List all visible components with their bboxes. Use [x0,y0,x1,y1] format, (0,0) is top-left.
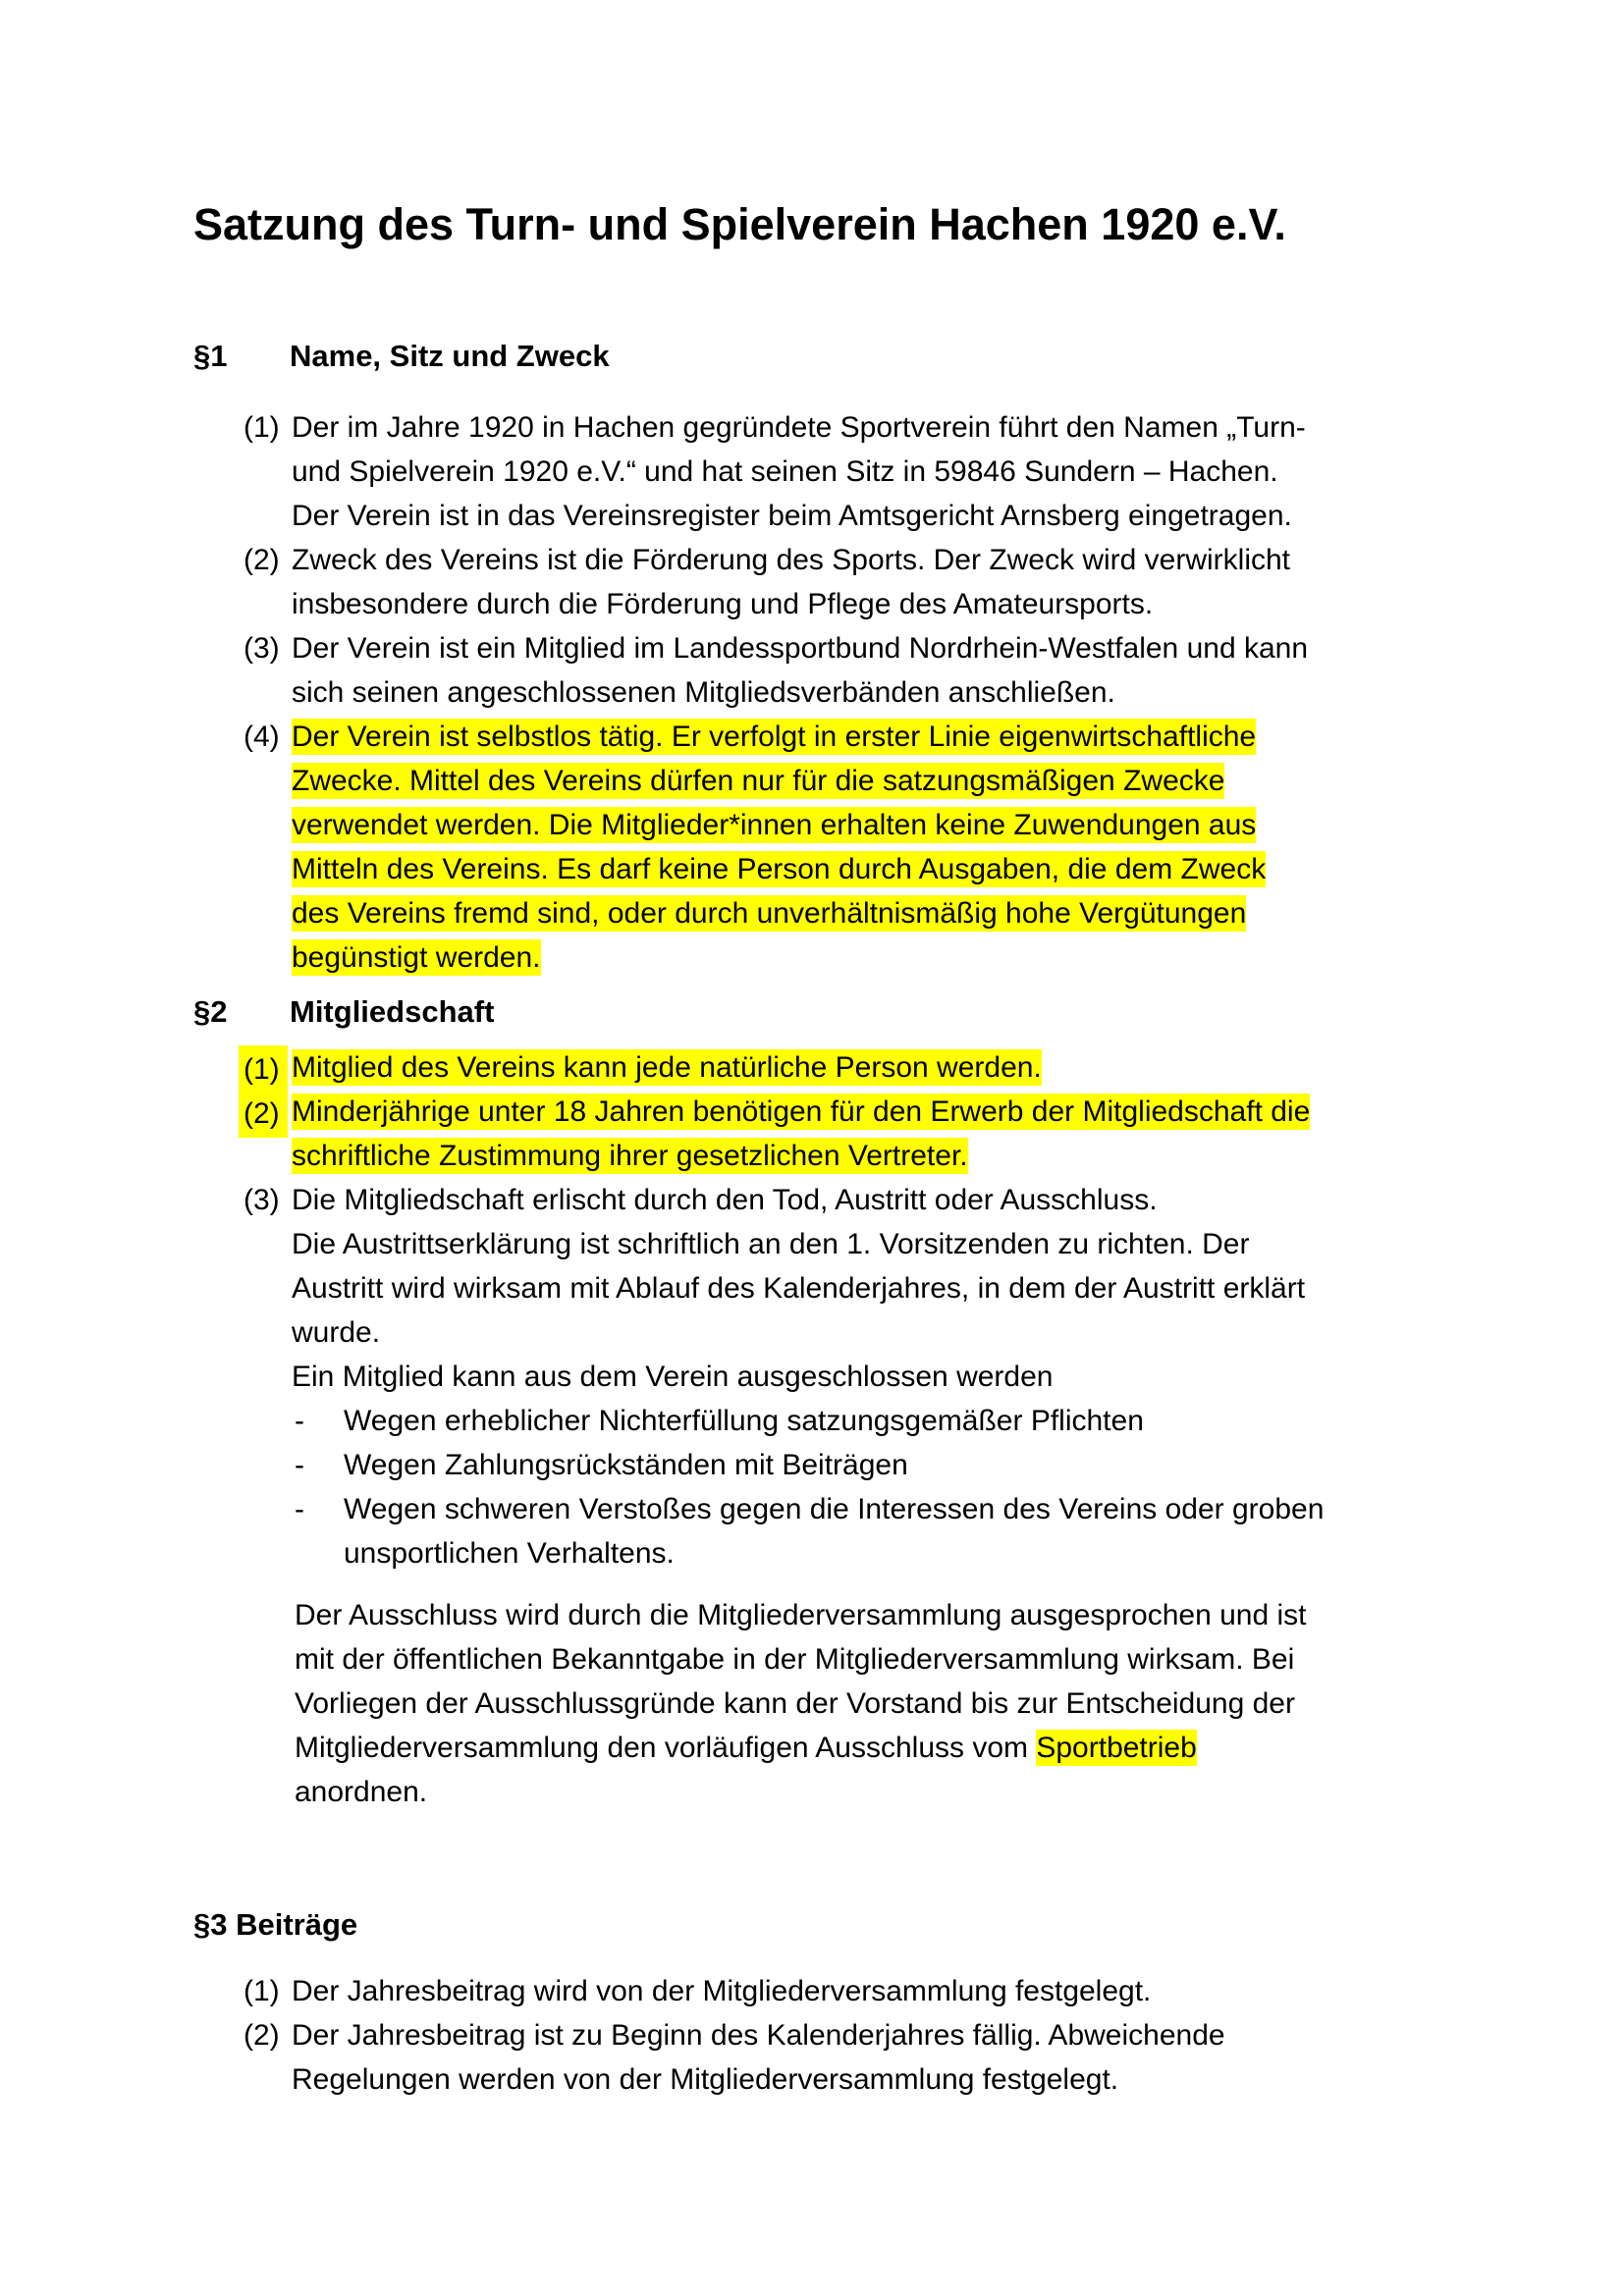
text-segment: sich seinen angeschlossenen Mitgliedsverbänden anschließen. [292,676,1115,709]
text-segment: Wegen schweren Verstoßes gegen die Interessen des Vereins oder groben [344,1493,1325,1525]
clause [193,626,1467,715]
text-line [292,626,1467,670]
highlighted-text: Zwecke. Mittel des Vereins dürfen nur für die satzungsmäßigen Zwecke [292,765,1225,797]
text-line [292,803,1467,847]
section-title: Name, Sitz und Zweck [290,339,610,373]
text-segment: Wegen Zahlungsrückständen mit Beiträgen [344,1449,908,1481]
text-segment: Der im Jahre 1920 in Hachen gegründete Sportverein führt den Namen „Turn- [292,411,1306,444]
clause [193,1045,1467,1090]
text-line [292,935,1467,980]
text-line [344,1443,1467,1487]
text-line [295,1682,1467,1726]
paragraph [295,1593,1467,1814]
document-body [193,334,1467,2102]
clause [193,1178,1467,1399]
highlighted-text: Minderjährige unter 18 Jahren benötigen für den Erwerb der Mitgliedschaft die [292,1095,1311,1128]
text-line [292,1090,1467,1134]
text-line [292,715,1467,759]
highlighted-text: schriftliche Zustimmung ihrer gesetzlichen Vertreter. [292,1140,968,1172]
clause [193,538,1467,626]
section-heading [193,334,1467,378]
text-segment: Vorliegen der Ausschlussgründe kann der Vorstand bis zur Entscheidung der [295,1687,1295,1720]
section-par-3 [193,1902,1467,2102]
section-number: §1 [193,339,228,373]
clause [193,405,1467,538]
text-line [292,1178,1467,1222]
section-heading [193,989,1467,1034]
section-number: §2 [193,994,228,1029]
dash-bullet: - [295,1449,304,1481]
clause [193,715,1467,980]
highlighted-text: begünstigt werden. [292,941,541,974]
clause-number: (1) [244,1975,280,2007]
highlighted-text: Sportbetrieb [1036,1732,1197,1764]
dash-bullet: - [295,1493,304,1525]
text-segment: anordnen. [295,1776,428,1808]
section-blocks [193,405,1467,980]
text-segment: Austritt wird wirksam mit Ablauf des Kalenderjahres, in dem der Austritt erklärt [292,1272,1306,1305]
section-par-2 [193,989,1467,1814]
text-line [292,538,1467,582]
text-segment: Der Jahresbeitrag ist zu Beginn des Kalenderjahres fällig. Abweichende [292,2019,1225,2052]
text-line [295,1726,1467,1770]
text-line [292,494,1467,538]
text-line [292,2057,1467,2102]
text-line [295,1637,1467,1682]
clause-number: (4) [244,721,280,753]
section-blocks [193,1045,1467,1814]
text-segment: und Spielverein 1920 e.V.“ und hat seinen Sitz in 59846 Sundern – Hachen. [292,455,1278,488]
clause [193,2013,1467,2102]
section-title: Beiträge [236,1907,358,1942]
clause-number: (2) [239,1090,288,1138]
highlighted-text: Mitteln des Vereins. Es darf keine Person durch Ausgaben, die dem Zweck [292,853,1267,885]
text-segment: Mitgliederversammlung den vorläufigen Ausschluss vom [295,1732,1037,1764]
text-line [295,1593,1467,1637]
text-line [292,670,1467,715]
clause-number: (1) [244,411,280,444]
text-line [292,405,1467,450]
clause-number: (2) [244,2019,280,2052]
highlighted-text: des Vereins fremd sind, oder durch unverhältnismäßig hohe Vergütungen [292,897,1247,930]
text-segment: Die Austrittserklärung ist schriftlich an den 1. Vorsitzenden zu richten. Der [292,1228,1250,1260]
text-line [292,1969,1467,2013]
clause [193,1090,1467,1178]
list-item [193,1399,1467,1443]
highlighted-text: Mitglied des Vereins kann jede natürliche Person werden. [292,1051,1042,1084]
section-number: §3 [193,1907,237,1942]
text-segment: unsportlichen Verhaltens. [344,1537,675,1570]
text-segment: Der Verein ist in das Vereinsregister beim Amtsgericht Arnsberg eingetragen. [292,500,1292,532]
text-segment: Der Jahresbeitrag wird von der Mitgliederversammlung festgelegt. [292,1975,1152,2007]
clause-number: (1) [239,1045,288,1094]
text-line [292,1266,1467,1310]
clause [193,1969,1467,2013]
list-item [193,1443,1467,1487]
clause-number: (3) [244,1184,280,1216]
text-line [292,759,1467,803]
highlighted-text: Der Verein ist selbstlos tätig. Er verfolgt in erster Linie eigenwirtschaftliche [292,721,1257,753]
text-line [344,1531,1467,1575]
text-segment: Zweck des Vereins ist die Förderung des Sports. Der Zweck wird verwirklicht [292,544,1291,576]
text-line [292,450,1467,494]
text-segment: mit der öffentlichen Bekanntgabe in der Mitgliederversammlung wirksam. Bei [295,1643,1295,1676]
text-line [344,1399,1467,1443]
dash-bullet: - [295,1405,304,1437]
document-title: Satzung des Turn- und Spielverein Hachen 1920 e.V. [193,199,1286,249]
section-par-1 [193,334,1467,980]
highlighted-text: verwendet werden. Die Mitglieder*innen erhalten keine Zuwendungen aus [292,809,1257,841]
text-segment: Die Mitgliedschaft erlischt durch den Tod, Austritt oder Ausschluss. [292,1184,1158,1216]
text-segment: insbesondere durch die Förderung und Pflege des Amateursports. [292,588,1154,620]
text-segment: wurde. [292,1316,381,1349]
text-line [295,1770,1467,1814]
text-segment: Der Ausschluss wird durch die Mitgliederversammlung ausgesprochen und ist [295,1599,1307,1631]
section-heading [193,1902,1467,1947]
text-line [292,582,1467,626]
text-line [292,1355,1467,1399]
text-line [292,1310,1467,1355]
text-line [292,2013,1467,2057]
text-line [292,1222,1467,1266]
section-title: Mitgliedschaft [290,994,495,1029]
text-line [292,1134,1467,1178]
text-line [344,1487,1467,1531]
list-item [193,1487,1467,1575]
section-blocks [193,1969,1467,2102]
text-segment: Wegen erheblicher Nichterfüllung satzungsgemäßer Pflichten [344,1405,1144,1437]
text-line [292,1045,1467,1090]
text-segment: Regelungen werden von der Mitgliederversammlung festgelegt. [292,2063,1119,2096]
text-line [292,891,1467,935]
clause-number: (2) [244,544,280,576]
clause-number: (3) [244,632,280,665]
text-line [292,847,1467,891]
text-segment: Ein Mitglied kann aus dem Verein ausgeschlossen werden [292,1361,1054,1393]
text-segment: Der Verein ist ein Mitglied im Landessportbund Nordrhein-Westfalen und kann [292,632,1309,665]
